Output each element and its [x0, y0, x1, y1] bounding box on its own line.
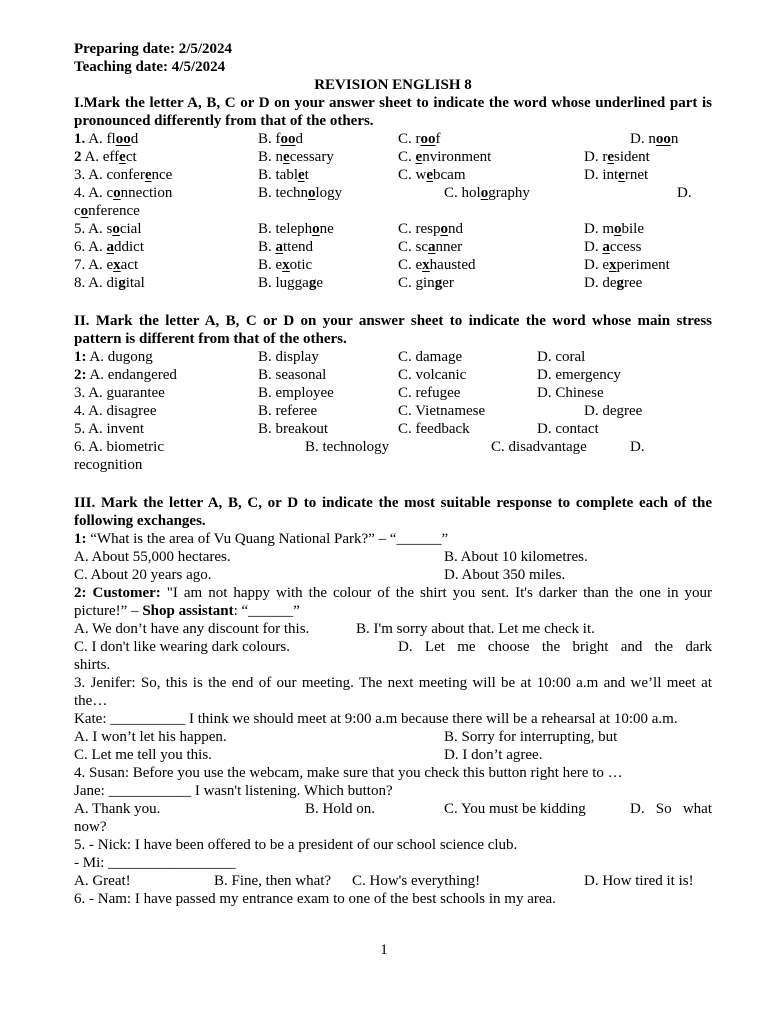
s2-question-5 [74, 420, 712, 438]
underlined-letters: x [113, 257, 121, 273]
option-b: B. referee [258, 403, 318, 419]
section2-rows [74, 348, 712, 456]
s1-question-4 [74, 184, 712, 202]
option-d: D. coral [537, 349, 586, 365]
option-d: D. internet [584, 167, 649, 183]
option-a: 8. A. digital [74, 275, 145, 291]
s1-question-8 [74, 274, 712, 292]
underlined-letters: g [118, 275, 126, 291]
option-c: C. volcanic [398, 367, 467, 383]
underlined-letters: e [415, 149, 423, 165]
option-a: A. effect [84, 149, 137, 165]
option-b: B. About 10 kilometres. [444, 549, 588, 565]
option-a: A. About 55,000 hectares. [74, 549, 231, 565]
option-c: C. ginger [398, 275, 454, 291]
option-c: C. exhausted [398, 257, 476, 273]
question-text: “What is the area of Vu Quang National Park?” – “______” [86, 531, 449, 547]
option-a: 1: A. dugong [74, 349, 153, 365]
option-c: C. Vietnamese [398, 403, 486, 419]
question-number: 2: Customer: [74, 585, 161, 601]
underlined-letters: e [144, 167, 152, 183]
option-a: 4. A. connection [74, 185, 173, 201]
option-b: B. telephone [258, 221, 334, 237]
teaching-date: Teaching date: 4/5/2024 [74, 59, 226, 75]
option-b: B. luggage [258, 275, 324, 291]
option-a: 5. A. social [74, 221, 142, 237]
s3-q3-options-ab [74, 728, 712, 746]
underlined-letters: a [106, 239, 115, 255]
s3-question-4: 4. Susan: Before you use the webcam, make sure that you check this button right here to … [74, 765, 623, 781]
s3-q2-options-ab [74, 620, 712, 638]
option-c: C. respond [398, 221, 463, 237]
underlined-letters: oo [420, 131, 436, 147]
underlined-letters: o [614, 221, 622, 237]
option-c: C. feedback [398, 421, 470, 437]
option-d: D. [630, 439, 645, 455]
option-d: D. contact [537, 421, 599, 437]
option-b: B. display [258, 349, 319, 365]
underlined-letters: e [607, 149, 614, 165]
option-c: C. Let me tell you this. [74, 747, 212, 763]
worksheet-page [74, 40, 712, 908]
option-d: D. [677, 185, 692, 201]
option-b: B. I'm sorry about that. Let me check it. [356, 621, 595, 637]
s3-q5-mi: - Mi: _________________ [74, 855, 236, 871]
option-a: 7. A. exact [74, 257, 139, 273]
s2-question-3 [74, 384, 712, 402]
underlined-letters: g [308, 275, 317, 291]
option-a: A. Thank you. [74, 801, 161, 817]
s3-q1-options-ab [74, 548, 712, 566]
underlined-letters: o [112, 221, 120, 237]
option-c: C. disadvantage [491, 439, 587, 455]
option-d: D. experiment [584, 257, 670, 273]
underlined-letters: e [283, 149, 290, 165]
option-c: C. I don't like wearing dark colours. [74, 639, 290, 655]
underlined-letters: e [298, 167, 305, 183]
option-a: 3. A. guarantee [74, 385, 165, 401]
option-a: A. I won’t let his happen. [74, 729, 227, 745]
option-a: 6. A. addict [74, 239, 145, 255]
underlined-letters: o [80, 203, 89, 219]
underlined-letters: o [440, 221, 448, 237]
option-b: B. Hold on. [305, 801, 376, 817]
s1-question-5 [74, 220, 712, 238]
option-d: D. emergency [537, 367, 621, 383]
underlined-letters: oo [280, 131, 296, 147]
s1-question-1 [74, 130, 712, 148]
option-c: C. holography [444, 185, 530, 201]
option-b: B. attend [258, 239, 314, 255]
s3-q3-kate: Kate: __________ I think we should meet at 9:00 a.m because there will be a rehearsal at 10:00 a.m. [74, 711, 678, 727]
option-d: D. noon [630, 131, 679, 147]
s2-question-6-cont: recognition [74, 457, 143, 473]
option-d: D. I don’t agree. [444, 747, 543, 763]
underlined-letters: a [275, 239, 284, 255]
option-b: B. Fine, then what? [214, 873, 332, 889]
option-b: B. tablet [258, 167, 309, 183]
option-c: C. How's everything! [352, 873, 481, 889]
underlined-letters: o [480, 185, 489, 201]
option-b: B. necessary [258, 149, 334, 165]
option-a: 6. A. biometric [74, 439, 164, 455]
underlined-letters: g [434, 275, 443, 291]
s3-question-2: 2: Customer: "I am not happy with the colour of the shirt you sent. It's darker than the one in your picture!” – Shop assistant: “______” [74, 585, 713, 619]
s1-question-6 [74, 238, 712, 256]
option-a: A. Great! [74, 873, 131, 889]
option-a: 3. A. conference [74, 167, 173, 183]
s2-question-4 [74, 402, 712, 420]
underlined-letters: x [282, 257, 290, 273]
option-d: D. degree [584, 275, 643, 291]
section2-instruction: II. Mark the letter A, B, C or D on your answer sheet to indicate the word whose main stress pattern is different from that of the others. [74, 313, 712, 347]
option-c: C. scanner [398, 239, 463, 255]
option-c: C. webcam [398, 167, 466, 183]
option-b: B. Sorry for interrupting, but [444, 729, 618, 745]
s3-question-6: 6. - Nam: I have passed my entrance exam to one of the best schools in my area. [74, 891, 556, 907]
option-c: C. roof [398, 131, 441, 147]
option-a: 2: A. endangered [74, 367, 177, 383]
s3-question-1 [74, 530, 712, 548]
option-c: C. You must be kidding [444, 801, 586, 817]
underlined-letters: o [113, 185, 121, 201]
option-b: B. employee [258, 385, 334, 401]
question-number: 2: [74, 367, 87, 383]
page-number: 1 [380, 942, 388, 958]
question-text: "I am not happy with the colour of the shirt you sent. It's darker than the one in [160, 585, 679, 601]
question-number: 2 [74, 149, 82, 165]
s3-q2-options-cd [74, 638, 712, 656]
option-b: B. seasonal [258, 367, 327, 383]
s3-q1-options-cd [74, 566, 712, 584]
underlined-letters: e [426, 167, 434, 183]
underlined-letters: oo [655, 131, 671, 147]
option-c: C. refugee [398, 385, 461, 401]
option-d: D. Chinese [537, 385, 604, 401]
option-d: D. So what [630, 801, 712, 817]
option-b: B. technology [305, 439, 390, 455]
question-number: 1. [74, 131, 86, 147]
preparing-date: Preparing date: 2/5/2024 [74, 41, 233, 57]
underlined-letters: x [609, 257, 617, 273]
s3-q4-options [74, 800, 712, 818]
option-a: 5. A. invent [74, 421, 144, 437]
option-d: D. About 350 miles. [444, 567, 566, 583]
underlined-letters: o [308, 185, 316, 201]
s2-question-6 [74, 438, 712, 456]
s1-question-4-cont [74, 202, 712, 220]
section3-instruction: III. Mark the letter A, B, C, or D to indicate the most suitable response to complete each of the following exchanges. [74, 495, 712, 529]
option-d: D. access [584, 239, 642, 255]
speaker: Shop assistant [142, 603, 234, 619]
option-b: B. technology [258, 185, 343, 201]
s3-q3-options-cd [74, 746, 712, 764]
s3-q4-option-d-cont: now? [74, 819, 107, 835]
option-a: 4. A. disagree [74, 403, 157, 419]
s1-question-3 [74, 166, 712, 184]
option-a: A. flood [88, 131, 139, 147]
question-number: 1: [74, 531, 87, 547]
s3-q5-options [74, 872, 712, 890]
option-d-continued: conference [74, 203, 140, 219]
option-d: D. mobile [584, 221, 644, 237]
underlined-letters: e [618, 167, 625, 183]
option-b: B. food [258, 131, 303, 147]
underlined-letters: oo [115, 131, 131, 147]
option-b: B. breakout [258, 421, 328, 437]
option-d: D. How tired it is! [584, 873, 694, 889]
section1-instruction: I.Mark the letter A, B, C or D on your answer sheet to indicate the word whose underlined part is pronounced differently from that of the others. [74, 95, 712, 129]
option-c: C. environment [398, 149, 492, 165]
underlined-letters: o [312, 221, 320, 237]
underlined-letters: a [602, 239, 610, 255]
s1-question-7 [74, 256, 712, 274]
option-d: D. Let me choose the bright and the dark [398, 639, 712, 655]
s3-question-5: 5. - Nick: I have been offered to be a president of our school science club. [74, 837, 518, 853]
s3-q2-option-d-cont: shirts. [74, 657, 111, 673]
s3-q4-jane: Jane: ___________ I wasn't listening. Which button? [74, 783, 393, 799]
s3-question-3: 3. Jenifer: So, this is the end of our meeting. The next meeting will be at 10:00 a.m and we’ll meet at the… [74, 675, 712, 709]
option-d: D. resident [584, 149, 650, 165]
s1-question-2 [74, 148, 712, 166]
s2-question-1 [74, 348, 712, 366]
option-c: C. About 20 years ago. [74, 567, 212, 583]
underlined-letters: g [616, 275, 624, 291]
option-b: B. exotic [258, 257, 313, 273]
option-a: A. We don’t have any discount for this. [74, 621, 310, 637]
option-d: D. degree [584, 403, 643, 419]
question-number: 1: [74, 349, 87, 365]
underlined-letters: e [119, 149, 126, 165]
underlined-letters: a [428, 239, 436, 255]
s2-question-2 [74, 366, 712, 384]
underlined-letters: x [422, 257, 430, 273]
page-title: REVISION ENGLISH 8 [314, 77, 472, 93]
option-c: C. damage [398, 349, 463, 365]
